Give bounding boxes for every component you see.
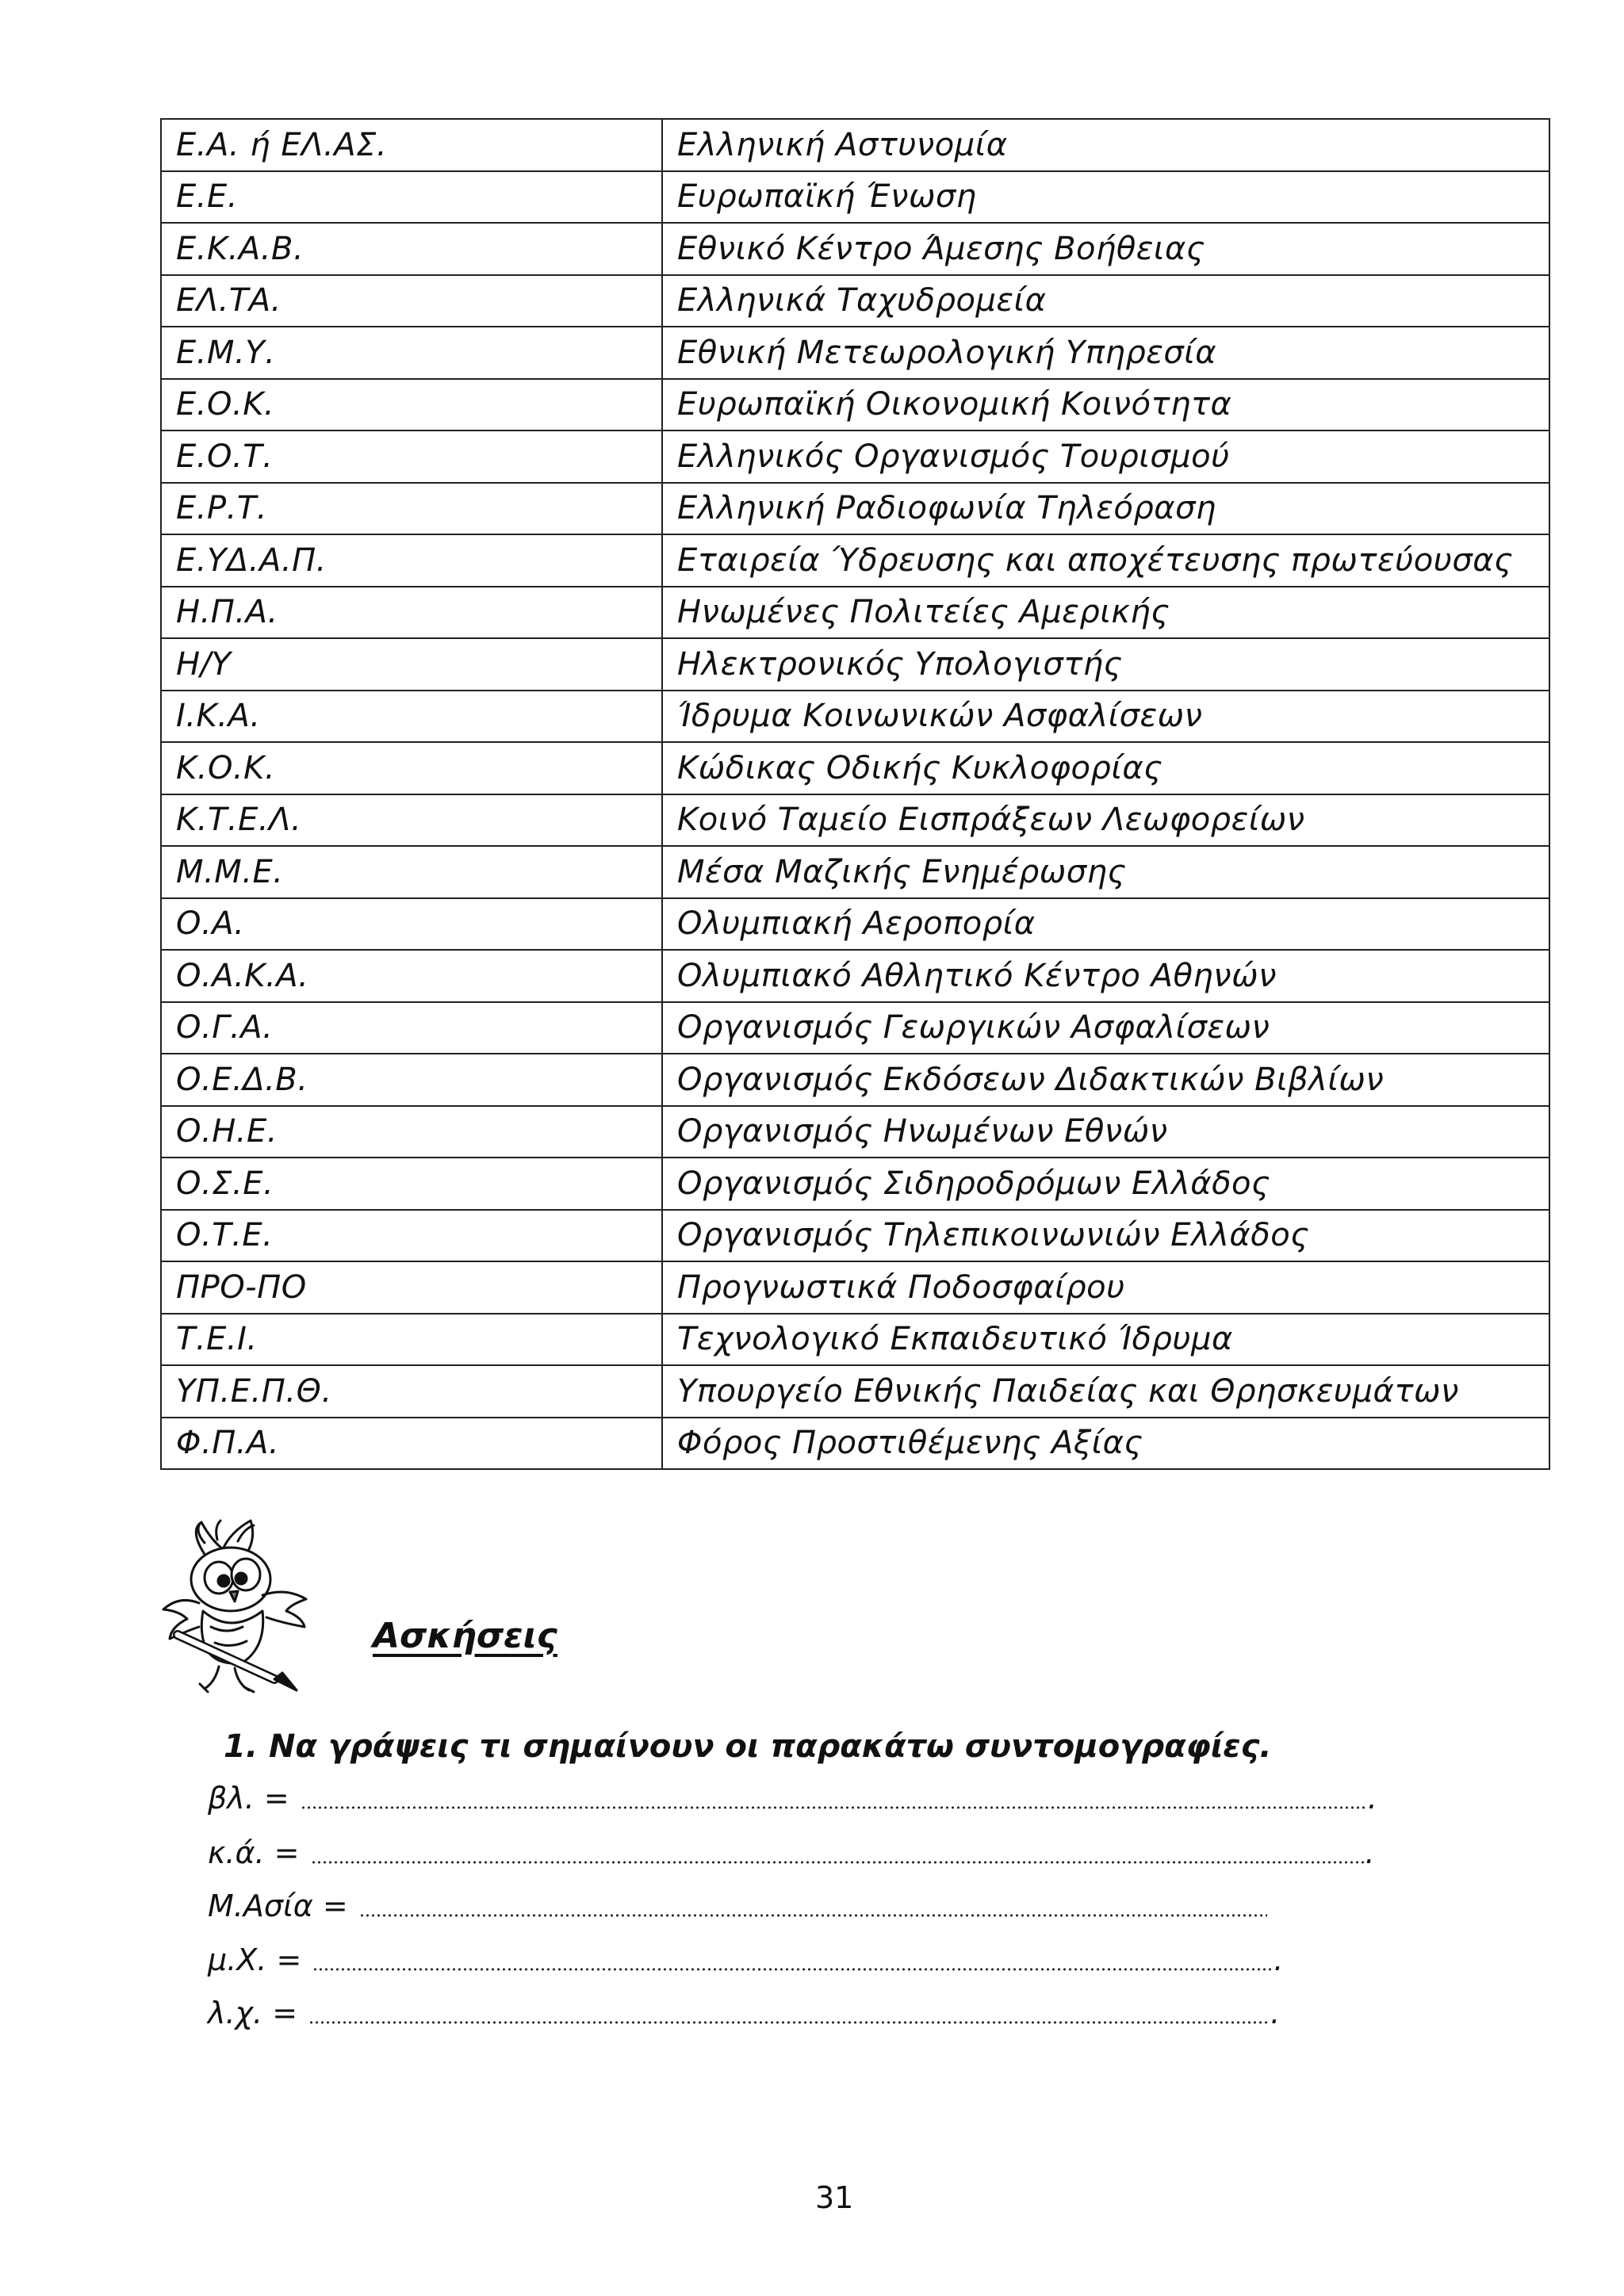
meaning-cell: Εθνική Μετεωρολογική Υπηρεσία bbox=[662, 327, 1549, 379]
abbreviation-cell: Ο.Σ.Ε. bbox=[161, 1158, 662, 1210]
abbreviation-cell: Ε.Α. ή ΕΛ.ΑΣ. bbox=[161, 119, 662, 171]
abbreviation-cell: Η.Π.Α. bbox=[161, 587, 662, 639]
answer-dots[interactable] bbox=[359, 1914, 1267, 1917]
meaning-cell: Ηλεκτρονικός Υπολογιστής bbox=[662, 638, 1549, 691]
table-row bbox=[161, 483, 1549, 535]
table-row bbox=[161, 1054, 1549, 1106]
abbreviation-cell: Ι.Κ.Α. bbox=[161, 691, 662, 743]
abbreviation-cell: Ε.ΥΔ.Α.Π. bbox=[161, 534, 662, 587]
answer-dots[interactable] bbox=[312, 1968, 1274, 1971]
abbreviation-cell: Ε.Μ.Υ. bbox=[161, 327, 662, 379]
meaning-cell: Εθνικό Κέντρο Άμεσης Βοήθειας bbox=[662, 223, 1549, 275]
table-row bbox=[161, 534, 1549, 587]
answer-dots[interactable] bbox=[301, 1806, 1368, 1809]
table-row bbox=[161, 794, 1549, 847]
owl-with-pencil-icon bbox=[155, 1516, 314, 1694]
answer-label: βλ. = bbox=[208, 1781, 289, 1816]
meaning-cell: Οργανισμός Τηλεπικοινωνιών Ελλάδος bbox=[662, 1210, 1549, 1262]
meaning-cell: Οργανισμός Εκδόσεων Διδακτικών Βιβλίων bbox=[662, 1054, 1549, 1106]
answer-line bbox=[208, 1938, 1283, 1977]
meaning-cell: Ευρωπαϊκή Ένωση bbox=[662, 171, 1549, 224]
meaning-cell: Μέσα Μαζικής Ενημέρωσης bbox=[662, 846, 1549, 898]
exercise-1-title: 1. Να γράψεις τι σημαίνουν οι παρακάτω συντομογραφίες. bbox=[224, 1728, 1272, 1765]
meaning-cell: Προγνωστικά Ποδοσφαίρου bbox=[662, 1261, 1549, 1314]
answer-label: κ.ά. = bbox=[208, 1835, 300, 1870]
abbreviation-cell: Φ.Π.Α. bbox=[161, 1418, 662, 1470]
answer-end: . bbox=[1365, 1835, 1375, 1870]
table-row bbox=[161, 119, 1549, 171]
table-row bbox=[161, 950, 1549, 1002]
abbreviation-cell: Ε.Ε. bbox=[161, 171, 662, 224]
meaning-cell: Εταιρεία Ύδρευσης και αποχέτευσης πρωτεύουσας bbox=[662, 534, 1549, 587]
abbreviation-cell: Τ.Ε.Ι. bbox=[161, 1314, 662, 1366]
answer-label: μ.Χ. = bbox=[208, 1942, 302, 1977]
table-row bbox=[161, 691, 1549, 743]
meaning-cell: Οργανισμός Ηνωμένων Εθνών bbox=[662, 1106, 1549, 1158]
table-row bbox=[161, 327, 1549, 379]
abbreviation-cell: Κ.Ο.Κ. bbox=[161, 742, 662, 794]
meaning-cell: Οργανισμός Σιδηροδρόμων Ελλάδος bbox=[662, 1158, 1549, 1210]
exercises-heading: Ασκήσεις bbox=[373, 1616, 557, 1656]
meaning-cell: Ελληνικά Ταχυδρομεία bbox=[662, 275, 1549, 327]
answer-label: Μ.Ασία = bbox=[208, 1888, 348, 1923]
meaning-cell: Υπουργείο Εθνικής Παιδείας και Θρησκευμάτων bbox=[662, 1365, 1549, 1418]
abbreviation-cell: Ο.Γ.Α. bbox=[161, 1002, 662, 1054]
meaning-cell: Τεχνολογικό Εκπαιδευτικό Ίδρυμα bbox=[662, 1314, 1549, 1366]
answer-end: . bbox=[1270, 1996, 1281, 2030]
page-number: 31 bbox=[815, 2180, 854, 2215]
table-row bbox=[161, 587, 1549, 639]
table-row bbox=[161, 1002, 1549, 1054]
table-row bbox=[161, 430, 1549, 483]
abbreviation-cell: Ο.Α.Κ.Α. bbox=[161, 950, 662, 1002]
table-row bbox=[161, 1158, 1549, 1210]
table-row bbox=[161, 1314, 1549, 1366]
answer-dots[interactable] bbox=[308, 2021, 1270, 2024]
table-row bbox=[161, 742, 1549, 794]
answer-line bbox=[208, 1991, 1280, 2030]
abbreviation-cell: Ο.Η.Ε. bbox=[161, 1106, 662, 1158]
abbreviation-cell: Ο.Α. bbox=[161, 898, 662, 951]
table-row bbox=[161, 638, 1549, 691]
abbreviation-cell: Ε.Ρ.Τ. bbox=[161, 483, 662, 535]
meaning-cell: Οργανισμός Γεωργικών Ασφαλίσεων bbox=[662, 1002, 1549, 1054]
table-row bbox=[161, 898, 1549, 951]
abbreviation-cell: Ο.Ε.Δ.Β. bbox=[161, 1054, 662, 1106]
meaning-cell: Ηνωμένες Πολιτείες Αμερικής bbox=[662, 587, 1549, 639]
meaning-cell: Ολυμπιακό Αθλητικό Κέντρο Αθηνών bbox=[662, 950, 1549, 1002]
abbreviation-cell: Μ.Μ.Ε. bbox=[161, 846, 662, 898]
answer-label: λ.χ. = bbox=[208, 1996, 298, 2030]
answer-line bbox=[208, 1884, 1267, 1923]
abbreviation-cell: Κ.Τ.Ε.Λ. bbox=[161, 794, 662, 847]
table-row bbox=[161, 1365, 1549, 1418]
table-row bbox=[161, 1261, 1549, 1314]
table-row bbox=[161, 1210, 1549, 1262]
abbreviations-table-body bbox=[161, 119, 1549, 1469]
table-row bbox=[161, 1418, 1549, 1470]
answer-line bbox=[208, 1831, 1375, 1870]
meaning-cell: Φόρος Προστιθέμενης Αξίας bbox=[662, 1418, 1549, 1470]
table-row bbox=[161, 846, 1549, 898]
answer-end: . bbox=[1274, 1942, 1284, 1977]
meaning-cell: Κοινό Ταμείο Εισπράξεων Λεωφορείων bbox=[662, 794, 1549, 847]
meaning-cell: Ελληνική Ραδιοφωνία Τηλεόραση bbox=[662, 483, 1549, 535]
abbreviation-cell: Ε.Κ.Α.Β. bbox=[161, 223, 662, 275]
table-row bbox=[161, 223, 1549, 275]
table-row bbox=[161, 171, 1549, 224]
meaning-cell: Ίδρυμα Κοινωνικών Ασφαλίσεων bbox=[662, 691, 1549, 743]
abbreviation-cell: Ε.Ο.Τ. bbox=[161, 430, 662, 483]
meaning-cell: Ελληνικός Οργανισμός Τουρισμού bbox=[662, 430, 1549, 483]
meaning-cell: Κώδικας Οδικής Κυκλοφορίας bbox=[662, 742, 1549, 794]
answer-dots[interactable] bbox=[311, 1861, 1365, 1864]
table-row bbox=[161, 1106, 1549, 1158]
table-row bbox=[161, 275, 1549, 327]
abbreviation-cell: ΕΛ.ΤΑ. bbox=[161, 275, 662, 327]
abbreviations-table bbox=[160, 118, 1550, 1470]
abbreviation-cell: ΥΠ.Ε.Π.Θ. bbox=[161, 1365, 662, 1418]
meaning-cell: Ελληνική Αστυνομία bbox=[662, 119, 1549, 171]
abbreviation-cell: ΠΡΟ-ΠΟ bbox=[161, 1261, 662, 1314]
table-row bbox=[161, 379, 1549, 431]
meaning-cell: Ολυμπιακή Αεροπορία bbox=[662, 898, 1549, 951]
answer-line bbox=[208, 1776, 1377, 1816]
abbreviation-cell: Η/Υ bbox=[161, 638, 662, 691]
meaning-cell: Ευρωπαϊκή Οικονομική Κοινότητα bbox=[662, 379, 1549, 431]
abbreviation-cell: Ο.Τ.Ε. bbox=[161, 1210, 662, 1262]
answer-end: . bbox=[1367, 1781, 1377, 1816]
abbreviation-cell: Ε.Ο.Κ. bbox=[161, 379, 662, 431]
